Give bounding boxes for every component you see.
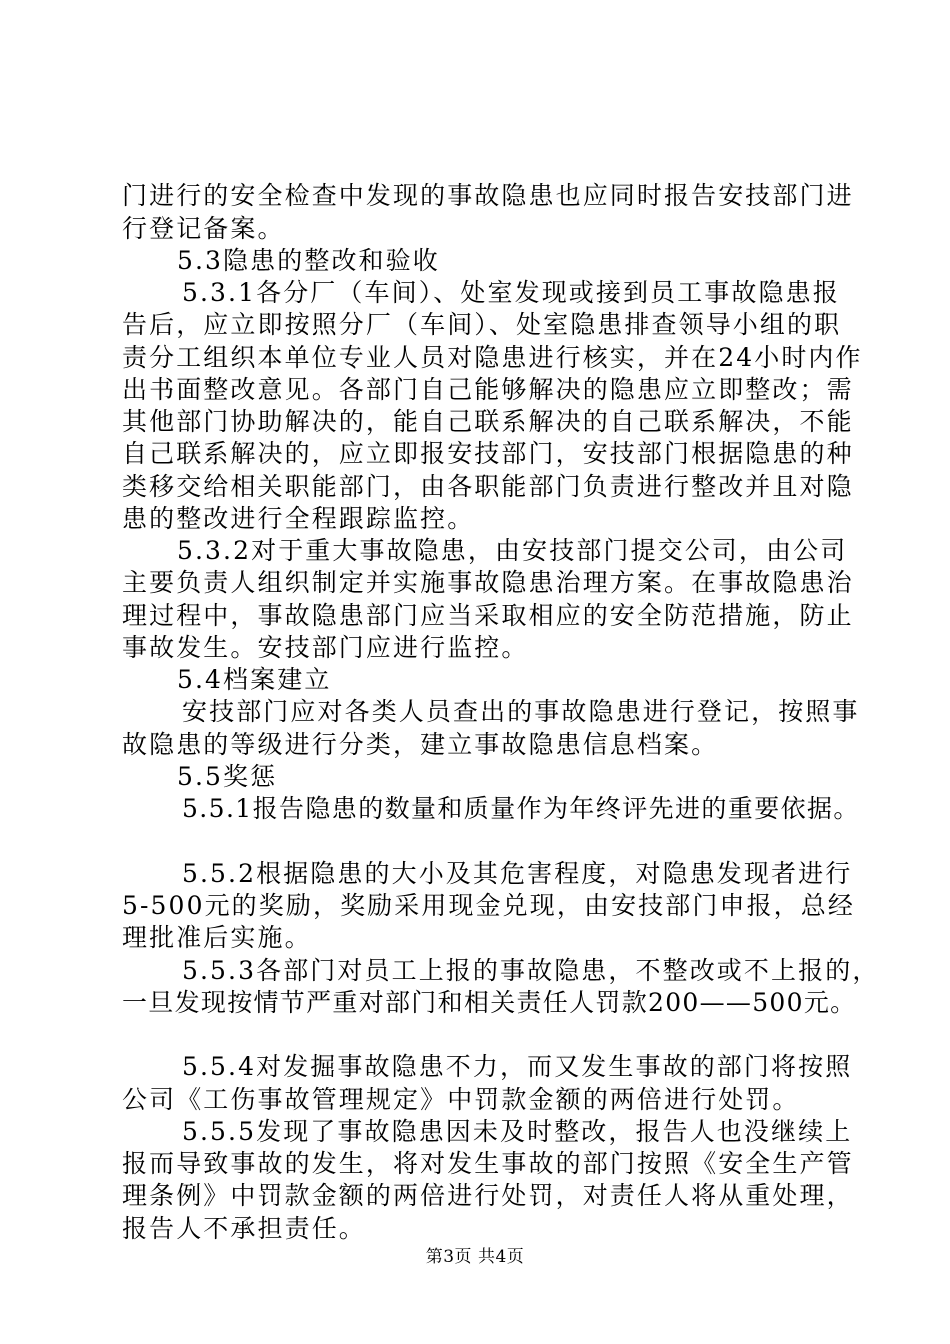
- body-text-line: 5.3.1各分厂（车间）、处室发现或接到员工事故隐患报: [182, 278, 840, 307]
- body-text-line: 一旦发现按情节严重对部门和相关责任人罚款200——500元。: [122, 988, 857, 1017]
- body-text-line: 类移交给相关职能部门，由各职能部门负责进行整改并且对隐: [122, 472, 854, 501]
- body-text-line: 5.5.1报告隐患的数量和质量作为年终评先进的重要依据。: [182, 794, 860, 823]
- page-number-footer: 第3页 共4页: [425, 1247, 525, 1267]
- body-text-line: 安技部门应对各类人员查出的事故隐患进行登记，按照事: [182, 697, 860, 726]
- body-text-line: 主要负责人组织制定并实施事故隐患治理方案。在事故隐患治: [122, 568, 854, 597]
- section-heading: 5.4档案建立: [177, 665, 332, 694]
- section-heading: 5.3隐患的整改和验收: [177, 246, 440, 275]
- body-text-line: 5.5.2根据隐患的大小及其危害程度，对隐患发现者进行: [182, 859, 853, 888]
- body-text-line: 理批准后实施。: [122, 923, 312, 952]
- body-text-line: 报告人不承担责任。: [122, 1214, 366, 1243]
- body-text-line: 出书面整改意见。各部门自己能够解决的隐患应立即整改；需: [122, 375, 854, 404]
- body-text-line: 5.5.5发现了事故隐患因未及时整改，报告人也没继续上: [182, 1117, 853, 1146]
- body-text-line: 门进行的安全检查中发现的事故隐患也应同时报告安技部门进: [122, 181, 854, 210]
- body-text-line: 公司《工伤事故管理规定》中罚款金额的两倍进行处罚。: [122, 1085, 800, 1114]
- body-text-line: 5.3.2对于重大事故隐患，由安技部门提交公司，由公司: [177, 536, 848, 565]
- body-text-line: 自己联系解决的，应立即报安技部门，安技部门根据隐患的种: [122, 439, 854, 468]
- body-text-line: 患的整改进行全程跟踪监控。: [122, 504, 475, 533]
- body-text-line: 事故发生。安技部门应进行监控。: [122, 633, 529, 662]
- body-text-line: 5-500元的奖励，奖励采用现金兑现，由安技部门申报，总经: [122, 891, 855, 920]
- body-text-line: 行登记备案。: [122, 214, 285, 243]
- body-text-line: 理过程中，事故隐患部门应当采取相应的安全防范措施，防止: [122, 601, 854, 630]
- body-text-line: 理条例》中罚款金额的两倍进行处罚，对责任人将从重处理，: [122, 1181, 854, 1210]
- body-text-line: 责分工组织本单位专业人员对隐患进行核实，并在24小时内作: [122, 343, 863, 372]
- body-text-line: 5.5.3各部门对员工上报的事故隐患，不整改或不上报的，: [182, 956, 880, 985]
- body-text-line: 报而导致事故的发生，将对发生事故的部门按照《安全生产管: [122, 1149, 854, 1178]
- body-text-line: 5.5.4对发掘事故隐患不力，而又发生事故的部门将按照: [182, 1052, 853, 1081]
- body-text-line: 故隐患的等级进行分类，建立事故隐患信息档案。: [122, 730, 719, 759]
- body-text-line: 其他部门协助解决的，能自己联系解决的自己联系解决，不能: [122, 407, 854, 436]
- body-text-line: 告后，应立即按照分厂（车间）、处室隐患排查领导小组的职: [122, 310, 842, 339]
- section-heading: 5.5奖惩: [177, 762, 278, 791]
